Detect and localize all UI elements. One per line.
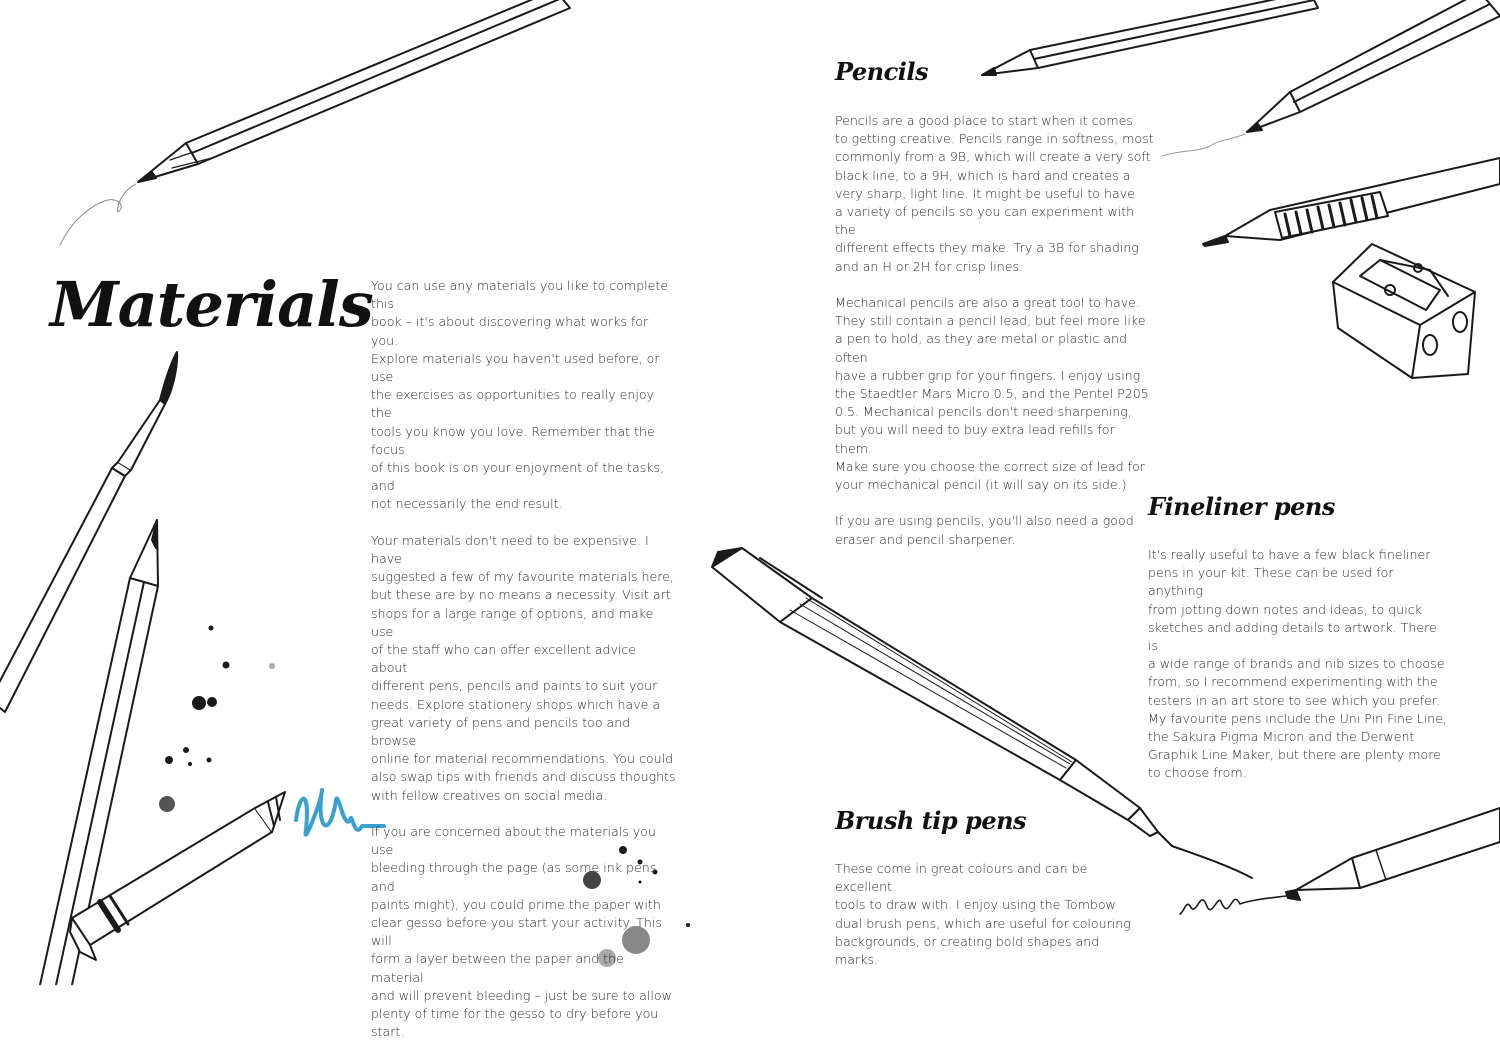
brush-paragraph: These come in great colours and can be excellent tools to draw with. I enjoy using the Tombow dual brush pens, which are useful for colouring backgrounds, or creating bold shapes and marks.: [835, 861, 1131, 968]
pencils-text: [835, 112, 1155, 549]
pencil-illustration-top-left: [60, 0, 570, 245]
fineliner-text: [1148, 546, 1448, 783]
fineliner-paragraph: It's really useful to have a few black fineliner pens in your kit. These can be used for anything from jotting down notes and ideas, to quick sketches and adding details to artwork. There is a wide range of brands and nib sizes to choose from, so I recommend experimenting with the testers in an art store to see which you prefer. My favourite pens include the Uni Pin Fine Line, the Sakura Pigma Micron and the Derwent Graphik Line Maker, but there are plenty more to choose from.: [1148, 547, 1447, 781]
pencil-illustration-top-right: [982, 0, 1318, 75]
pencils-heading: Pencils: [835, 57, 928, 86]
page-title: Materials: [50, 268, 373, 341]
intro-paragraph: You can use any materials you like to complete this book – it's about discovering what works for you. Explore materials you haven't used before, or use the exercises as opportunities to really enjoy the tools you know you love. Remember that the focus of this book is on your enjoyment of the tasks, and not necessarily the end result.: [371, 278, 669, 512]
mechanical-pencil-illustration: [1203, 158, 1500, 246]
pencils-paragraph: If you are using pencils, you'll also need a good eraser and pencil sharpener.: [835, 513, 1134, 547]
intro-paragraph: If you are concerned about the materials you use bleeding through the page (as some ink pens and paints might), you could prime the paper with clear gesso before you start your activity. This will form a layer between the paper and the material and will prevent bleeding – just be sure to allow plenty of time for the gesso to dry before you start.: [371, 824, 672, 1040]
brush-heading: Brush tip pens: [835, 806, 1027, 835]
pencils-paragraph: Mechanical pencils are also a great tool to have. They still contain a pencil lead, but feel more like a pen to hold, as they are metal or plastic and often have a rubber grip for your fingers. I enjoy using the Staedtler Mars Micro 0.5, and the Pentel P205 0.5. Mechanical pencils don't need sharpening, but you will need to buy extra lead refills for them. Make sure you choose the correct size of lead for your mechanical pencil (it will say on its side.): [835, 295, 1149, 493]
intro-paragraph: Your materials don't need to be expensive. I have suggested a few of my favourite materials here, but these are by no means a necessity. Visit art shops for a large range of options, and make use of the staff who can offer excellent advice about different pens, pencils and paints to suit your needs. Explore stationery shops which have a great variety of pens and pencils too and browse online for material recommendations. You could also swap tips with friends and discuss thoughts with fellow creatives on social media.: [371, 532, 676, 803]
pencils-paragraph: Pencils are a good place to start when it comes to getting creative. Pencils range in softness, most commonly from a 9B, which will create a very soft black line, to a 9H, which is hard and creates a very sharp, light line. It might be useful to have a variety of pencils so you can experiment with the different effects they make. Try a 3B for shading and an H or 2H for crisp lines.: [835, 113, 1154, 274]
sharpener-illustration: [1333, 244, 1475, 378]
intro-text: [371, 277, 676, 1042]
fineliner-heading: Fineliner pens: [1148, 492, 1335, 521]
brush-text: [835, 860, 1145, 969]
brush-pen-illustration-right: [1180, 808, 1500, 914]
